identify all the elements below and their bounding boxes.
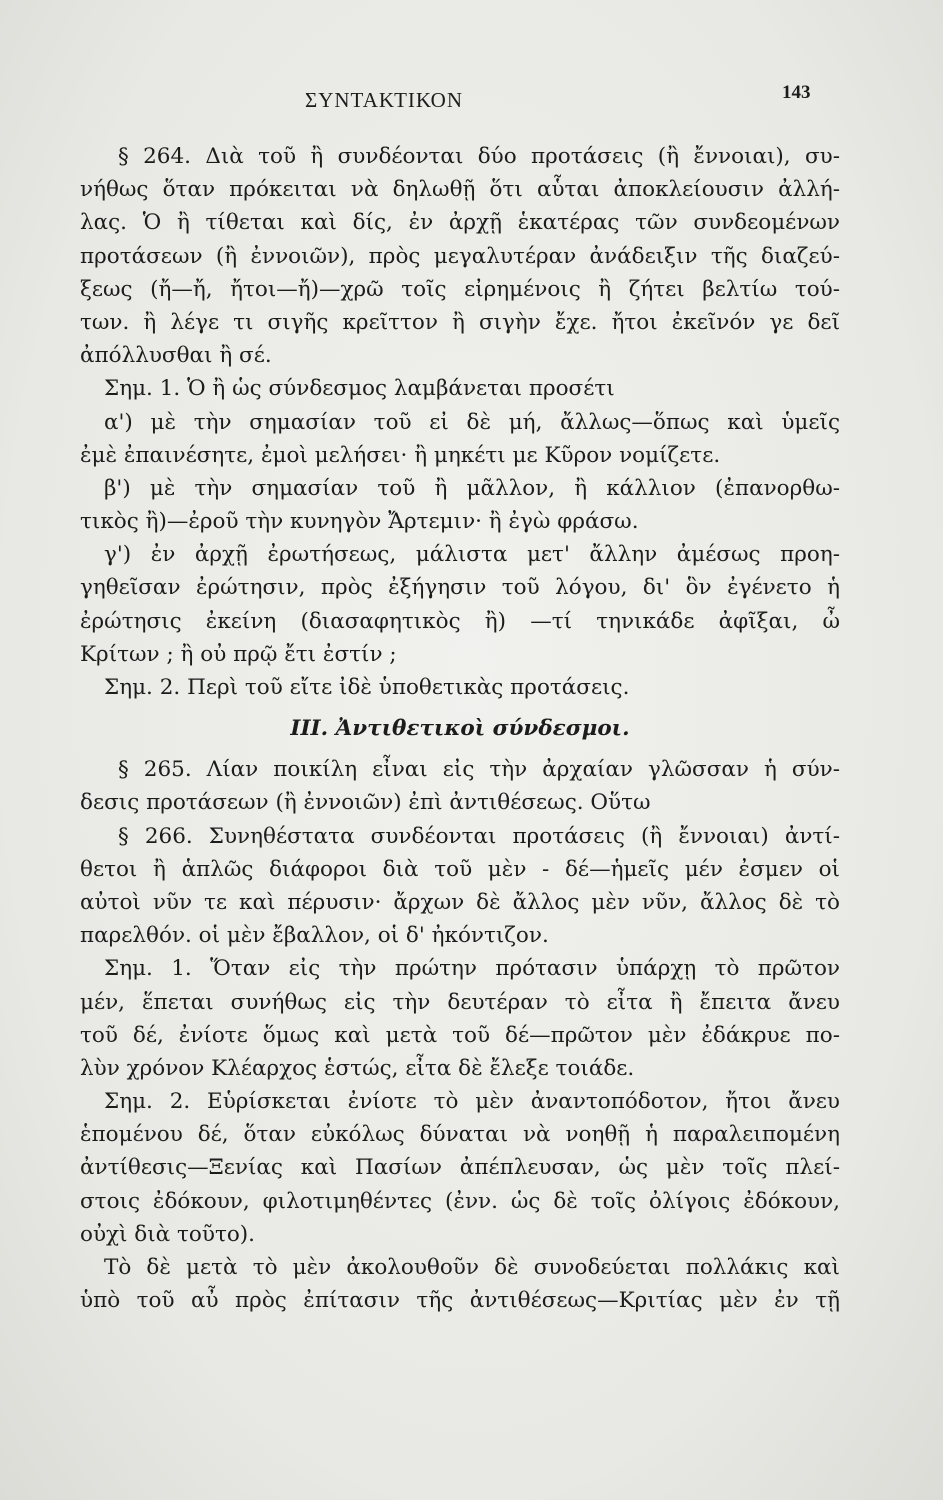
text-line: οὐχὶ διὰ τοῦτο). — [80, 1221, 256, 1247]
running-head — [0, 82, 943, 118]
text-line: προτάσεων (ἢ ἐννοιῶν), πρὸς μεγαλυτέραν ἀνάδειξιν τῆς διαζεύ- — [80, 243, 840, 269]
text-line: γ') ἐν ἀρχῇ ἐρωτήσεως, μάλιστα μετ' ἄλλην ἀμέσως προη- — [104, 542, 840, 568]
section-heading: III. Ἀντιθετικοὶ σύνδεσμοι. — [290, 716, 630, 742]
text-body — [80, 140, 840, 1317]
text-line: § 264. Διὰ τοῦ ἢ συνδέονται δύο προτάσεις (ἢ ἔννοιαι), συ- — [118, 144, 840, 169]
text-line: τοῦ δέ, ἐνίοτε ὅμως καὶ μετὰ τοῦ δέ—πρῶτον μὲν ἐδάκρυε πο- — [80, 1022, 840, 1048]
text-line: ἀντίθεσις—Ξενίας καὶ Πασίων ἀπέπλευσαν, ὡς μὲν τοῖς πλεί- — [80, 1155, 840, 1181]
note-line: Σημ. 2. Περὶ τοῦ εἴτε ἰδὲ ὑποθετικὰς προτάσεις. — [104, 675, 630, 700]
text-line: ἐμὲ ἐπαινέσητε, ἐμοὶ μελήσει· ἢ μηκέτι με Κῦρον νομίζετε. — [80, 442, 721, 468]
text-line: α') μὲ τὴν σημασίαν τοῦ εἰ δὲ μή, ἄλλως—ὅπως καὶ ὑμεῖς — [104, 409, 840, 435]
text-line: λας. Ὁ ἢ τίθεται καὶ δίς, ἐν ἀρχῇ ἑκατέρας τῶν συνδεομένων — [80, 210, 840, 236]
note-line: Σημ. 1. Ὁ ἢ ὡς σύνδεσμος λαμβάνεται προσέτι — [104, 376, 615, 402]
text-line: § 266. Συνηθέστατα συνδέονται προτάσεις (ἢ ἔννοιαι) ἀντί- — [118, 823, 840, 849]
text-line: παρελθόν. οἱ μὲν ἔβαλλον, οἱ δ' ἠκόντιζον. — [80, 923, 549, 949]
text-line: θετοι ἢ ἁπλῶς διάφοροι διὰ τοῦ μὲν - δέ—ἡμεῖς μέν ἐσμεν οἱ — [80, 856, 840, 882]
text-line: ἑπομένου δέ, ὅταν εὐκόλως δύναται νὰ νοηθῇ ἡ παραλειπομένη — [80, 1122, 840, 1148]
text-line: γηθεῖσαν ἐρώτησιν, πρὸς ἐξήγησιν τοῦ λόγου, δι' ὃν ἐγένετο ἡ — [80, 575, 840, 601]
text-line: ὑπὸ τοῦ αὖ πρὸς ἐπίτασιν τῆς ἀντιθέσεως—Κριτίας μὲν ἐν τῇ — [80, 1288, 840, 1314]
text-line: τικὸς ἢ)—ἐροῦ τὴν κυνηγὸν Ἄρτεμιν· ἢ ἐγὼ φράσω. — [80, 509, 639, 535]
text-line: αὐτοὶ νῦν τε καὶ πέρυσιν· ἄρχων δὲ ἄλλος μὲν νῦν, ἄλλος δὲ τὸ — [80, 889, 840, 915]
running-title: ΣΥΝΤΑΚΤΙΚΟΝ — [305, 88, 463, 112]
text-line: ξεως (ἤ—ἤ, ἤτοι—ἤ)—χρῶ τοῖς εἰρημένοις ἢ ζήτει βελτίω τού- — [80, 276, 840, 302]
text-line: στοις ἐδόκουν, φιλοτιμηθέντες (ἐνν. ὡς δὲ τοῖς ὀλίγοις ἐδόκουν, — [80, 1188, 840, 1214]
text-line: § 265. Λίαν ποικίλη εἶναι εἰς τὴν ἀρχαίαν γλῶσσαν ἡ σύν- — [118, 757, 840, 783]
text-line: μέν, ἕπεται συνήθως εἰς τὴν δευτέραν τὸ εἶτα ἢ ἔπειτα ἄνευ — [80, 989, 840, 1015]
text-line: β') μὲ τὴν σημασίαν τοῦ ἢ μᾶλλον, ἢ κάλλιον (ἐπανορθω- — [104, 475, 840, 501]
text-line: λὺν χρόνον Κλέαρχος ἑστώς, εἶτα δὲ ἔλεξε τοιάδε. — [80, 1055, 635, 1081]
text-line: νήθως ὅταν πρόκειται νὰ δηλωθῇ ὅτι αὗται ἀποκλείουσιν ἀλλή- — [80, 177, 840, 203]
text-line: των. ἢ λέγε τι σιγῆς κρεῖττον ἢ σιγὴν ἔχε. ἤτοι ἐκεῖνόν γε δεῖ — [80, 309, 840, 335]
text-line: Τὸ δὲ μετὰ τὸ μὲν ἀκολουθοῦν δὲ συνοδεύεται πολλάκις καὶ — [104, 1255, 840, 1280]
note-line: Σημ. 1. Ὅταν εἰς τὴν πρώτην πρότασιν ὑπάρχῃ τὸ πρῶτον — [104, 956, 840, 982]
text-line: ἐρώτησις ἐκείνη (διασαφητικὸς ἢ) —τί τηνικάδε ἀφῖξαι, ὦ — [80, 608, 840, 634]
page-number: 143 — [782, 82, 811, 103]
text-line: Κρίτων ; ἢ οὐ πρῷ ἔτι ἐστίν ; — [80, 641, 397, 667]
text-line: ἀπόλλυσθαι ἢ σέ. — [80, 343, 272, 369]
note-line: Σημ. 2. Εὑρίσκεται ἐνίοτε τὸ μὲν ἀναντοπόδοτον, ἤτοι ἄνευ — [104, 1089, 840, 1115]
text-line: δεσις προτάσεων (ἢ ἐννοιῶν) ἐπὶ ἀντιθέσεως. Οὕτω — [80, 790, 651, 816]
